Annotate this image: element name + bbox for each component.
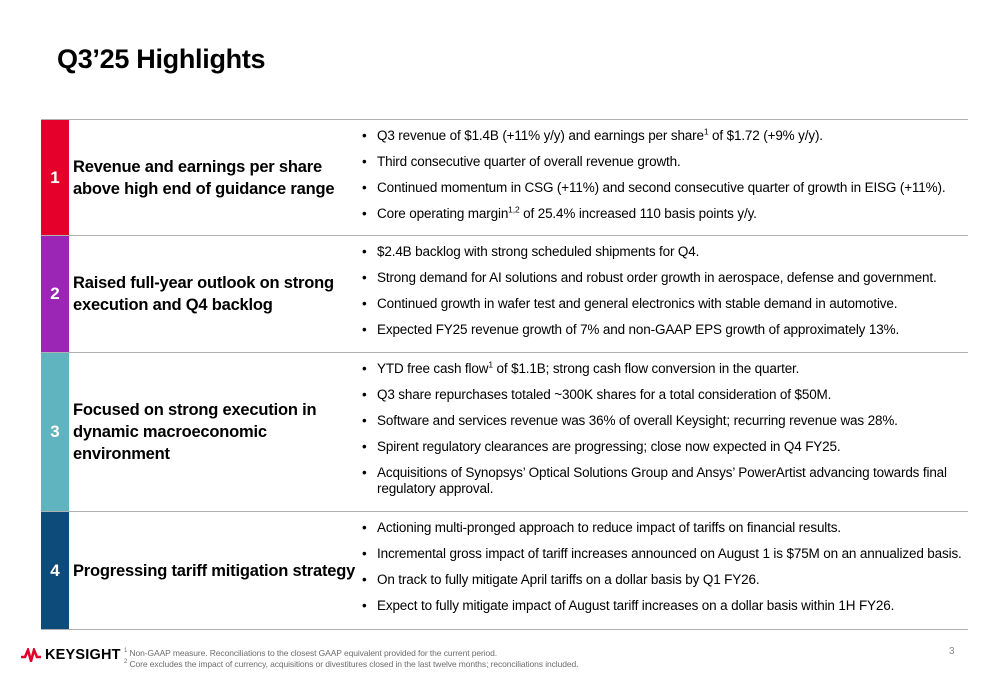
bullet-text-main: Continued growth in wafer test and general electronics with stable demand in automotive. — [377, 296, 898, 311]
bullet-dot-icon: • — [362, 465, 367, 480]
bullet-dot-icon: • — [362, 520, 367, 535]
bullet-item — [362, 572, 968, 588]
bullet-text-main: Continued momentum in CSG (+11%) and second consecutive quarter of growth in EISG (+11%). — [377, 180, 946, 195]
footnote-ref: 1,2 — [508, 204, 520, 215]
bullet-text — [377, 572, 968, 588]
bullet-text — [377, 270, 968, 286]
bullet-text-main: Core operating margin — [377, 206, 509, 221]
bullet-dot-icon: • — [362, 572, 367, 587]
bullet-item — [362, 270, 968, 286]
bullet-text — [377, 128, 968, 144]
bullet-text-main: Spirent regulatory clearances are progressing; close now expected in Q4 FY25. — [377, 439, 841, 454]
row-heading: Focused on strong execution in dynamic macroeconomic environment — [73, 401, 317, 463]
bullet-dot-icon: • — [362, 270, 367, 285]
bullet-item — [362, 361, 968, 377]
bullet-dot-icon: • — [362, 296, 367, 311]
bullet-text — [377, 296, 968, 312]
row-number-badge: 1 — [41, 120, 69, 235]
logo-text: KEYSIGHT — [45, 647, 121, 663]
bullet-text-main: Software and services revenue was 36% of overall Keysight; recurring revenue was 28%. — [377, 413, 898, 428]
bullet-text-main: Expected FY25 revenue growth of 7% and non-GAAP EPS growth of approximately 13%. — [377, 322, 900, 337]
bullet-text-cont: of 25.4% increased 110 basis points y/y. — [519, 206, 757, 221]
bullet-dot-icon: • — [362, 206, 367, 221]
bullet-item — [362, 439, 968, 455]
bullet-item — [362, 520, 968, 536]
bullet-text — [377, 598, 968, 614]
bullet-list — [357, 120, 968, 235]
bullet-text — [377, 413, 968, 429]
bullet-item — [362, 244, 968, 260]
bullet-text-main: On track to fully mitigate April tariffs on a dollar basis by Q1 FY26. — [377, 572, 760, 587]
bullet-text — [377, 387, 968, 403]
row-number-badge: 3 — [41, 353, 69, 511]
bullet-item — [362, 296, 968, 312]
footnote-2: $^2$ Core excludes the impact of currency, acquisitions or divestitures closed in the last twelve months; reconciliations included. — [124, 659, 579, 669]
bullet-item — [362, 465, 968, 497]
bullet-text-cont: of $1.72 (+9% y/y). — [708, 128, 823, 143]
bullet-text — [377, 322, 968, 338]
bullet-item — [362, 206, 968, 222]
bullet-dot-icon: • — [362, 413, 367, 428]
bullet-text-main: Q3 share repurchases totaled ~300K shares for a total consideration of $50M. — [377, 387, 832, 402]
bullet-dot-icon: • — [362, 598, 367, 613]
bullet-text-main: $2.4B backlog with strong scheduled shipments for Q4. — [377, 244, 700, 259]
bullet-text — [377, 206, 968, 222]
bullet-text — [377, 361, 968, 377]
keysight-logo — [20, 647, 121, 663]
bullet-text-main: Acquisitions of Synopsys’ Optical Solutions Group and Ansys’ PowerArtist advancing towards final regulatory approval. — [377, 465, 947, 496]
footnote-1: $^1$ Non-GAAP measure. Reconciliations to the closest GAAP equivalent provided for the current period. — [124, 648, 498, 658]
bullet-dot-icon: • — [362, 546, 367, 561]
row-number-badge: 4 — [41, 512, 69, 629]
bullet-dot-icon: • — [362, 180, 367, 195]
bullet-text — [377, 546, 968, 562]
keysight-wave-logo-icon — [20, 648, 42, 662]
bullet-text-main: Third consecutive quarter of overall revenue growth. — [377, 154, 681, 169]
bullet-dot-icon: • — [362, 361, 367, 376]
bullet-item — [362, 546, 968, 562]
bullet-item — [362, 180, 968, 196]
bullet-dot-icon: • — [362, 244, 367, 259]
page-number: 3 — [949, 646, 955, 657]
bullet-dot-icon: • — [362, 439, 367, 454]
bullet-text — [377, 244, 968, 260]
bullet-text — [377, 180, 968, 196]
bullet-text-cont: of $1.1B; strong cash flow conversion in the quarter. — [492, 361, 800, 376]
bullet-text-main: Expect to fully mitigate impact of August tariff increases on a dollar basis within 1H FY26. — [377, 598, 895, 613]
bullet-list — [357, 353, 968, 511]
page-title: Q3’25 Highlights — [57, 44, 266, 74]
bullet-text — [377, 520, 968, 536]
bullet-list — [357, 236, 968, 352]
bullet-text — [377, 154, 968, 170]
row-heading: Raised full-year outlook on strong execution and Q4 backlog — [73, 274, 334, 314]
row-number-badge: 2 — [41, 236, 69, 352]
bullet-item — [362, 598, 968, 614]
bullet-text-main: Incremental gross impact of tariff increases announced on August 1 is $75M on an annualized basis. — [377, 546, 962, 561]
row-heading: Revenue and earnings per share above high end of guidance range — [73, 157, 335, 198]
bullet-item — [362, 154, 968, 170]
footnotes — [124, 648, 578, 670]
bullet-item — [362, 322, 968, 338]
bullet-item — [362, 387, 968, 403]
highlight-row — [41, 119, 968, 236]
highlight-row — [41, 353, 968, 512]
bullet-dot-icon: • — [362, 128, 367, 143]
highlight-row — [41, 512, 968, 630]
bullet-text — [377, 439, 968, 455]
footnote-ref: 1 — [488, 359, 493, 370]
bullet-dot-icon: • — [362, 387, 367, 402]
bullet-item — [362, 413, 968, 429]
highlights-table — [41, 119, 968, 630]
highlight-row — [41, 236, 968, 353]
bullet-dot-icon: • — [362, 154, 367, 169]
bullet-list — [357, 512, 968, 629]
bullet-text — [377, 465, 968, 497]
bullet-text-main: Actioning multi-pronged approach to reduce impact of tariffs on financial results. — [377, 520, 841, 535]
bullet-text-main: YTD free cash flow — [377, 361, 489, 376]
bullet-text-main: Strong demand for AI solutions and robust order growth in aerospace, defense and government. — [377, 270, 937, 285]
footnote-ref: 1 — [703, 126, 709, 137]
bullet-text-main: Q3 revenue of $1.4B (+11% y/y) and earnings per share — [377, 128, 704, 143]
bullet-dot-icon: • — [362, 322, 367, 337]
row-heading: Progressing tariff mitigation strategy — [73, 561, 356, 580]
bullet-item — [362, 128, 968, 144]
